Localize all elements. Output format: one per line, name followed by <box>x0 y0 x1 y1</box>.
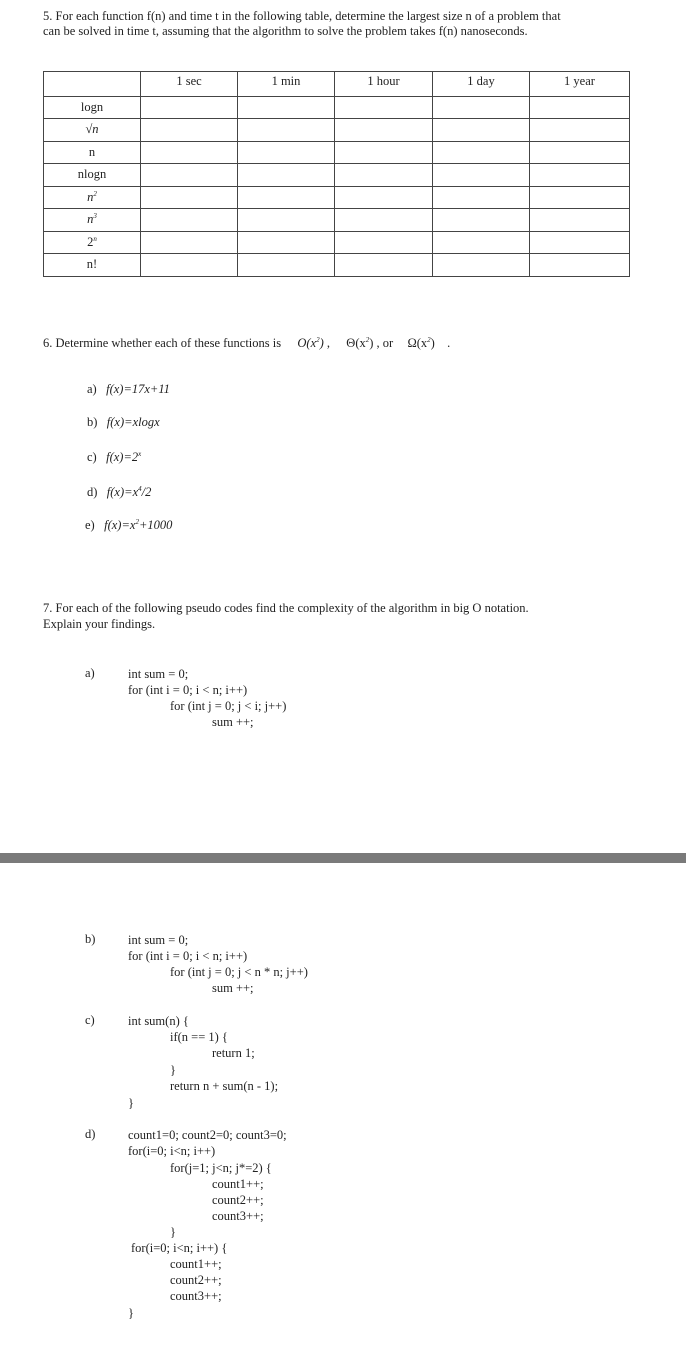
answer-cell[interactable] <box>530 96 630 119</box>
answer-cell[interactable] <box>335 231 433 254</box>
q5-table <box>43 71 630 277</box>
row-label-text: n <box>87 212 94 227</box>
row-label-text: 2 <box>87 234 94 249</box>
code-line: count3++; <box>212 1209 264 1223</box>
row-label-exponent: 2 <box>93 189 97 198</box>
code-line: } <box>170 1225 176 1239</box>
code-line: for (int j = 0; j < i; j++) <box>170 699 287 713</box>
code-line: sum ++; <box>212 981 254 995</box>
answer-cell[interactable] <box>530 119 630 142</box>
table-header-row <box>44 72 630 97</box>
row-label <box>44 231 141 254</box>
answer-cell[interactable] <box>433 141 530 164</box>
code-line: for (int j = 0; j < n * n; j++) <box>170 965 308 979</box>
code-line: return n + sum(n - 1); <box>170 1079 279 1093</box>
table-header-cell: 1 day <box>433 72 530 97</box>
q6-text: 6. Determine whether each of these functions is <box>43 336 282 351</box>
q6-sep1: , <box>326 336 331 351</box>
answer-cell[interactable] <box>433 231 530 254</box>
table-header-cell: 1 year <box>530 72 630 97</box>
list-item <box>85 518 172 533</box>
item-label: e) <box>85 518 95 533</box>
q5-text-line2: can be solved in time t, assuming that the algorithm to solve the problem takes f(n) nanoseconds. <box>43 24 528 38</box>
big-o-notation: $O(x^2)$ <box>297 336 324 351</box>
item-expression: $f(x)=x^4/2$ <box>106 485 152 500</box>
answer-cell[interactable] <box>238 164 335 187</box>
row-label-text: n <box>88 144 96 159</box>
answer-cell[interactable] <box>141 164 238 187</box>
answer-cell[interactable] <box>530 141 630 164</box>
code-line: for (int i = 0; i < n; i++) <box>128 949 248 963</box>
q6-end: . <box>447 336 451 351</box>
code-c-label: c) <box>85 1013 95 1027</box>
big-theta-notation: $\Theta(x^2)$ <box>346 336 374 351</box>
big-omega-notation: $\Omega(x^2)$ <box>407 336 435 351</box>
answer-cell[interactable] <box>238 186 335 209</box>
q7-text-line1: 7. For each of the following pseudo codes find the complexity of the algorithm in big O notation. <box>43 601 529 615</box>
code-line: count2++; <box>170 1273 222 1287</box>
code-line: for(i=0; i<n; i++) <box>128 1144 216 1158</box>
item-expression: $f(x)=x^2+1000$ <box>104 518 173 533</box>
answer-cell[interactable] <box>238 119 335 142</box>
table-row <box>44 119 630 142</box>
row-label <box>44 141 141 164</box>
row-label <box>44 254 141 277</box>
item-label: a) <box>87 382 97 396</box>
answer-cell[interactable] <box>530 209 630 232</box>
table-header-cell: 1 min <box>238 72 335 97</box>
answer-cell[interactable] <box>141 209 238 232</box>
row-label-text: √n <box>85 122 99 137</box>
answer-cell[interactable] <box>530 186 630 209</box>
row-label <box>44 96 141 119</box>
answer-cell[interactable] <box>335 141 433 164</box>
table-row <box>44 141 630 164</box>
table-row <box>44 231 630 254</box>
code-line: int sum(n) { <box>128 1014 189 1028</box>
code-d-label: d) <box>85 1127 96 1141</box>
row-label <box>44 209 141 232</box>
q6-sep2: , or <box>376 336 394 351</box>
answer-cell[interactable] <box>238 254 335 277</box>
code-line: count1++; <box>212 1177 264 1191</box>
code-line: } <box>128 1096 134 1110</box>
q5-text-line1: 5. For each function f(n) and time t in the following table, determine the largest size n of a problem that <box>43 9 561 23</box>
item-label: b) <box>87 415 98 429</box>
answer-cell[interactable] <box>433 119 530 142</box>
list-item <box>87 382 170 397</box>
answer-cell[interactable] <box>433 209 530 232</box>
answer-cell[interactable] <box>238 209 335 232</box>
row-label-exponent: 3 <box>93 212 97 221</box>
answer-cell[interactable] <box>335 96 433 119</box>
code-b-label: b) <box>85 932 96 946</box>
item-expression: f(x)=xlogx <box>106 415 160 429</box>
code-line: for(i=0; i<n; i++) { <box>131 1241 228 1255</box>
item-expression: f(x)=17x+11 <box>106 382 170 396</box>
answer-cell[interactable] <box>335 186 433 209</box>
code-line: count2++; <box>212 1193 264 1207</box>
answer-cell[interactable] <box>530 254 630 277</box>
table-header-cell <box>44 72 141 97</box>
item-label: d) <box>87 485 98 500</box>
row-label-text: n <box>87 189 94 204</box>
code-line: sum ++; <box>212 715 254 729</box>
row-label <box>44 186 141 209</box>
answer-cell[interactable] <box>141 254 238 277</box>
answer-cell[interactable] <box>530 231 630 254</box>
table-row <box>44 96 630 119</box>
code-line: return 1; <box>212 1046 255 1060</box>
row-label-text: logn <box>80 99 104 114</box>
code-line: count1=0; count2=0; count3=0; <box>128 1128 287 1142</box>
list-item <box>87 415 160 430</box>
answer-cell[interactable] <box>238 96 335 119</box>
table-row <box>44 254 630 277</box>
row-label-text: nlogn <box>77 167 107 182</box>
table-header-cell: 1 sec <box>141 72 238 97</box>
page-divider <box>0 853 686 863</box>
answer-cell[interactable] <box>141 231 238 254</box>
table-row <box>44 164 630 187</box>
answer-cell[interactable] <box>141 96 238 119</box>
code-line: int sum = 0; <box>128 933 189 947</box>
code-line: for(j=1; j<n; j*=2) { <box>170 1161 272 1175</box>
item-expression: $f(x)=2^x$ <box>106 450 142 465</box>
answer-cell[interactable] <box>141 141 238 164</box>
answer-cell[interactable] <box>335 209 433 232</box>
row-label-exponent: n <box>93 234 97 243</box>
table-row <box>44 209 630 232</box>
answer-cell[interactable] <box>141 119 238 142</box>
code-line: count1++; <box>170 1257 222 1271</box>
answer-cell[interactable] <box>335 119 433 142</box>
answer-cell[interactable] <box>141 186 238 209</box>
table-row <box>44 186 630 209</box>
row-label-text: n! <box>86 257 98 272</box>
code-line: count3++; <box>170 1289 222 1303</box>
answer-cell[interactable] <box>238 141 335 164</box>
row-label <box>44 119 141 142</box>
answer-cell[interactable] <box>335 254 433 277</box>
q6-question <box>43 332 450 351</box>
item-label: c) <box>87 450 97 465</box>
code-line: int sum = 0; <box>128 667 189 681</box>
answer-cell[interactable] <box>530 164 630 187</box>
list-item <box>87 485 151 500</box>
answer-cell[interactable] <box>433 164 530 187</box>
answer-cell[interactable] <box>433 254 530 277</box>
list-item <box>87 450 141 465</box>
code-line: } <box>170 1063 176 1077</box>
answer-cell[interactable] <box>238 231 335 254</box>
table-header-cell: 1 hour <box>335 72 433 97</box>
answer-cell[interactable] <box>433 186 530 209</box>
q7-text-line2: Explain your findings. <box>43 617 156 631</box>
answer-cell[interactable] <box>335 164 433 187</box>
code-line: if(n == 1) { <box>170 1030 228 1044</box>
answer-cell[interactable] <box>433 96 530 119</box>
code-line: for (int i = 0; i < n; i++) <box>128 683 248 697</box>
code-line: } <box>128 1306 134 1320</box>
row-label <box>44 164 141 187</box>
code-a-label: a) <box>85 666 95 680</box>
